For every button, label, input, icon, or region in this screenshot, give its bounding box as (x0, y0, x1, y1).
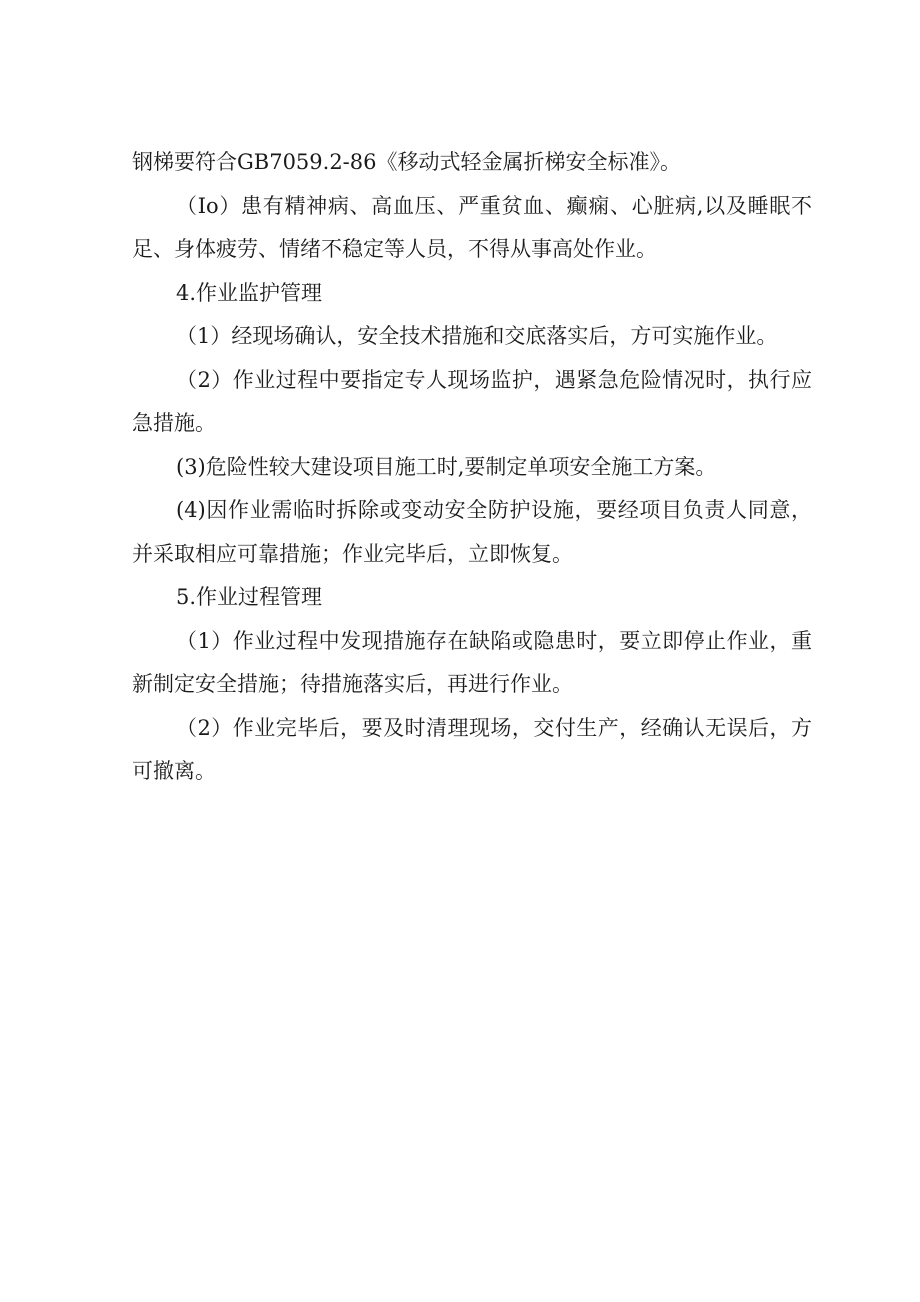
paragraph-process-1: （1）作业过程中发现措施存在缺陷或隐患时，要立即停止作业，重新制定安全措施；待措施落实后，再进行作业。 (132, 628, 812, 696)
section-heading-process: 5.作业过程管理 (176, 585, 323, 609)
paragraph-supervision-4: (4)因作业需临时拆除或变动安全防护设施，要经项目负责人同意，并采取相应可靠措施；作业完毕后，立即恢复。 (132, 498, 812, 566)
paragraph-ladder-standard: 钢梯要符合GB7059.2-86《移动式轻金属折梯安全标准》。 (132, 150, 682, 174)
paragraph-supervision-1: （1）经现场确认，安全技术措施和交底落实后，方可实施作业。 (176, 324, 778, 348)
paragraph-supervision-3: (3)危险性较大建设项目施工时,要制定单项安全施工方案。 (176, 454, 717, 479)
paragraph-process-2: （2）作业完毕后，要及时清理现场，交付生产，经确认无误后，方可撤离。 (132, 715, 812, 783)
paragraph-supervision-2: （2）作业过程中要指定专人现场监护，遇紧急危险情况时，执行应急措施。 (132, 367, 812, 435)
document-body (132, 141, 812, 794)
section-heading-supervision: 4.作业监护管理 (176, 280, 323, 305)
paragraph-health-restrictions: （Io）患有精神病、高血压、严重贫血、癫痫、心脏病,以及睡眠不足、身体疲劳、情绪不稳定等人员，不得从事高处作业。 (132, 193, 812, 261)
